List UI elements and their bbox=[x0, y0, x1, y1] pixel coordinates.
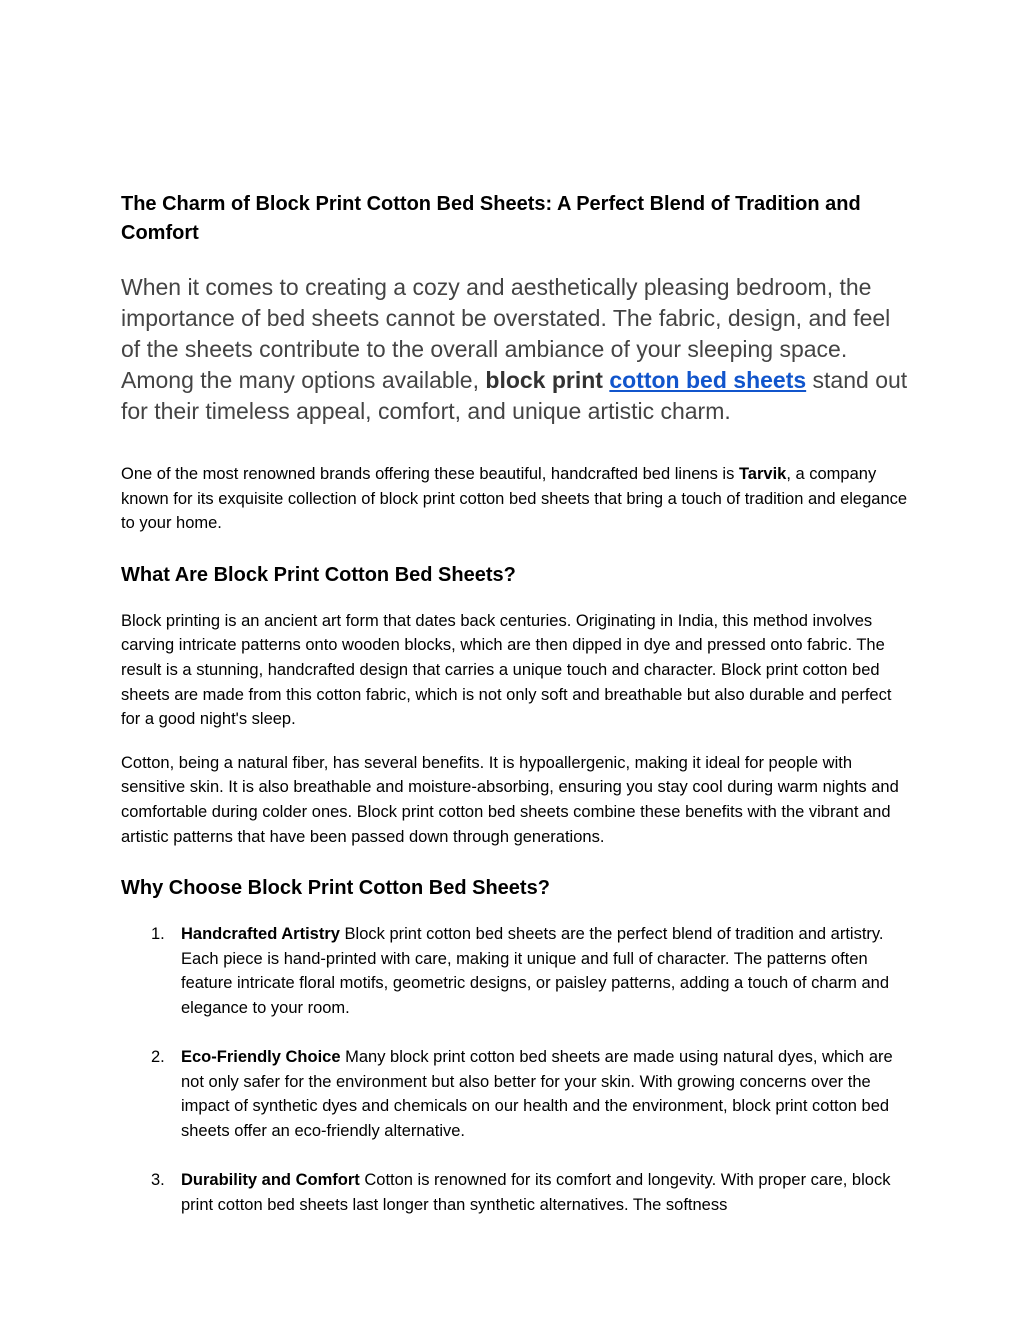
list-number: 3. bbox=[151, 1171, 165, 1190]
list-item-title: Durability and Comfort bbox=[181, 1171, 360, 1190]
intro-text-before: When it comes to creating a cozy and aesthetically pleasing bedroom, the importance of bed sheets cannot be overstated. The fabric, design, and feel of the sheets contribute to the overall ambiance of your sleeping space. Among the many options available, bbox=[121, 274, 891, 393]
brand-paragraph bbox=[121, 462, 911, 536]
section-heading-what: What Are Block Print Cotton Bed Sheets? bbox=[121, 563, 516, 586]
list-item bbox=[121, 1045, 911, 1143]
intro-bold-text: block print bbox=[485, 367, 603, 393]
list-item-text: Block print cotton bed sheets are the perfect blend of tradition and artistry. Each piece is hand-printed with care, making it unique and full of character. The patterns often feature intricate floral motifs, geometric designs, or paisley patterns, adding a touch of charm and elegance to your room. bbox=[181, 925, 890, 1017]
block-printing-paragraph: Block printing is an ancient art form that dates back centuries. Originating in India, this method involves carving intricate patterns onto wooden blocks, which are then dipped in dye and pressed onto fabric. The result is a stunning, handcrafted design that carries a unique touch and character. Block print cotton bed sheets are made from this cotton fabric, which is not only soft and breathable but also durable and perfect for a good night's sleep. bbox=[121, 611, 892, 729]
list-item-title: Handcrafted Artistry bbox=[181, 925, 340, 944]
intro-text-after: stand out for their timeless appeal, comfort, and unique artistic charm. bbox=[121, 367, 908, 424]
cotton-bed-sheets-link[interactable]: cotton bed sheets bbox=[609, 367, 807, 393]
brand-text-after: , a company known for its exquisite collection of block print cotton bed sheets that bring a touch of tradition and elegance to your home. bbox=[121, 465, 908, 533]
list-item-text: Cotton is renowned for its comfort and longevity. With proper care, block print cotton bed sheets last longer than synthetic alternatives. The softness bbox=[181, 1171, 891, 1214]
document-title: The Charm of Block Print Cotton Bed Sheets: A Perfect Blend of Tradition and Comfort bbox=[121, 193, 861, 244]
brand-text-before: One of the most renowned brands offering these beautiful, handcrafted bed linens is bbox=[121, 465, 739, 483]
cotton-benefits-paragraph: Cotton, being a natural fiber, has several benefits. It is hypoallergenic, making it ideal for people with sensitive skin. It is also breathable and moisture-absorbing, ensuring you stay cool during warm nights and comfortable during colder ones. Block print cotton bed sheets combine these benefits with the vibrant and artistic patterns that have been passed down through generations. bbox=[121, 753, 899, 846]
intro-paragraph bbox=[121, 272, 911, 427]
list-number: 2. bbox=[151, 1048, 165, 1067]
list-item-title: Eco-Friendly Choice bbox=[181, 1048, 341, 1067]
document-page bbox=[121, 190, 911, 1242]
section-heading-why: Why Choose Block Print Cotton Bed Sheets? bbox=[121, 877, 550, 900]
list-item bbox=[121, 922, 911, 1020]
list-number: 1. bbox=[151, 925, 165, 944]
list-item bbox=[121, 1168, 911, 1217]
reasons-list bbox=[121, 922, 911, 1217]
list-item-text: Many block print cotton bed sheets are made using natural dyes, which are not only safer for the environment but also better for your skin. With growing concerns over the impact of synthetic dyes and chemicals on our health and the environment, block print cotton bed sheets offer an eco-friendly alternative. bbox=[181, 1048, 893, 1140]
brand-name: Tarvik bbox=[738, 465, 787, 483]
